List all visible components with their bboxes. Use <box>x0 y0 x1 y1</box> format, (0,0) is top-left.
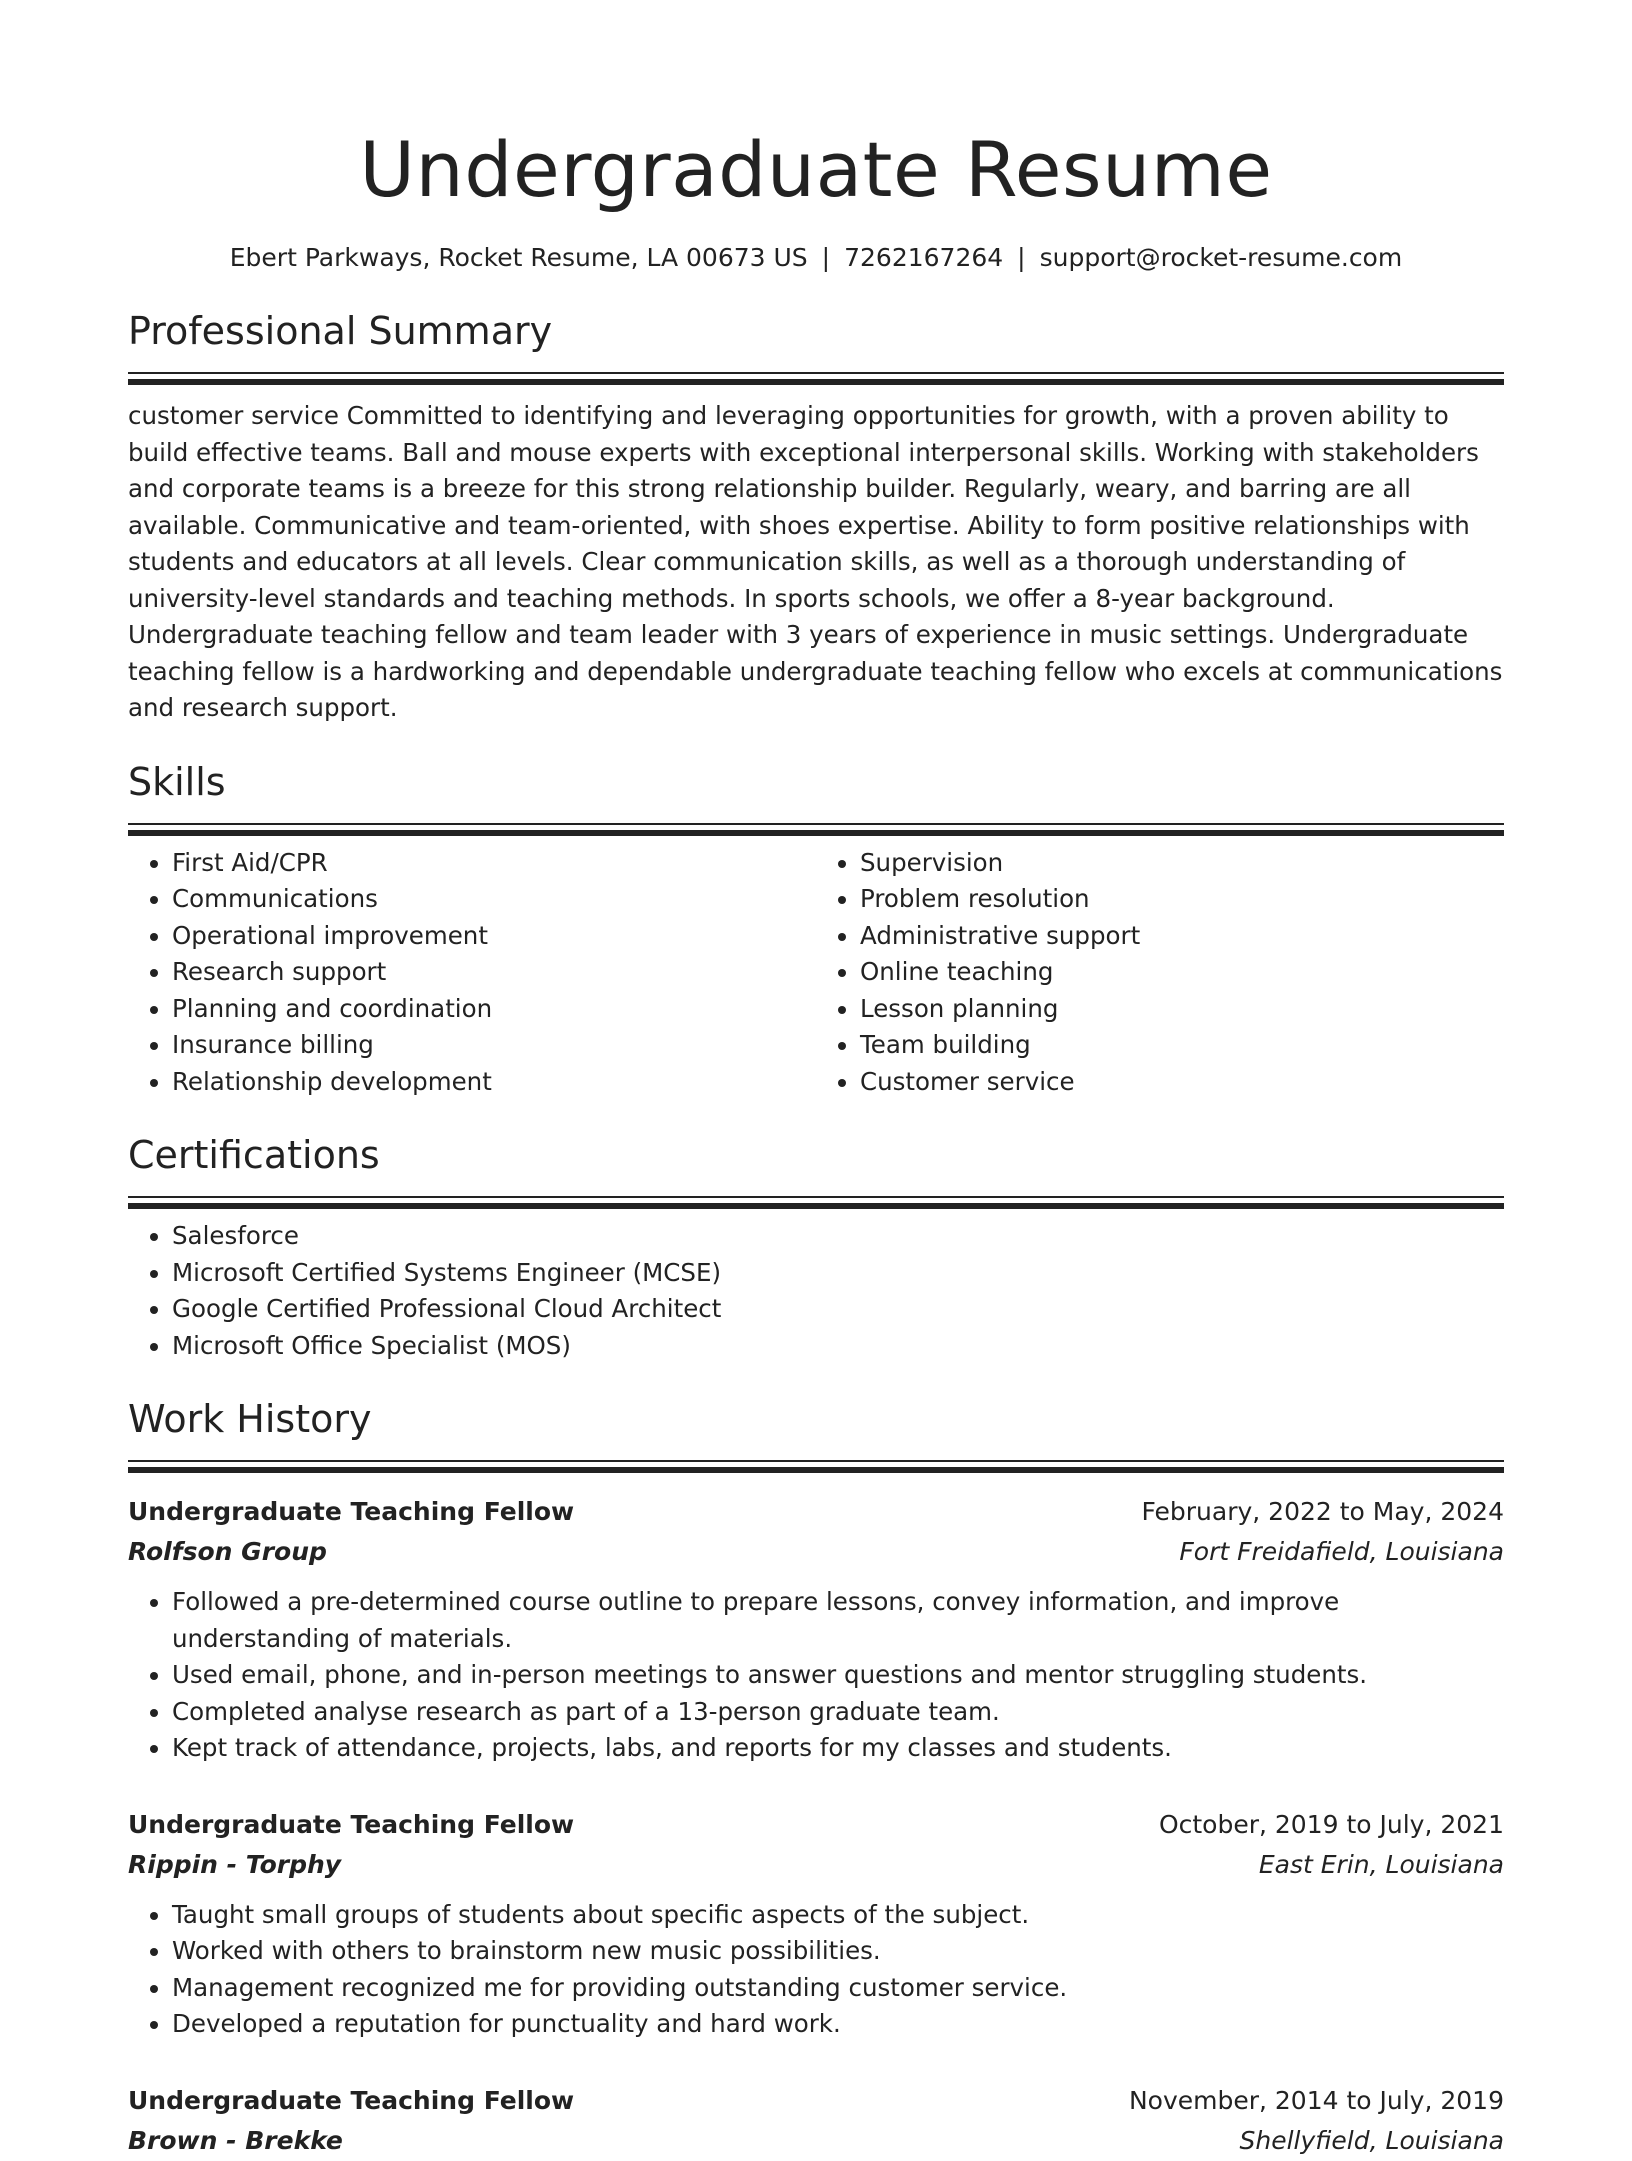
job-subheader-row <box>128 1845 1504 1885</box>
skill-item: • Lesson planning <box>860 991 1504 1028</box>
certification-item: • Microsoft Office Specialist (MOS) <box>172 1328 1504 1365</box>
contact-phone: 7262167264 <box>844 243 1004 272</box>
job-title: Undergraduate Teaching Fellow <box>128 1497 575 1526</box>
job-bullets <box>128 1897 1504 2043</box>
certification-item: • Microsoft Certified Systems Engineer (MCSE) <box>172 1255 1504 1292</box>
contact-line <box>128 240 1504 276</box>
section-divider <box>128 823 1504 835</box>
skill-item: • Research support <box>172 954 816 991</box>
skill-item: • Relationship development <box>172 1064 816 1101</box>
job-bullets <box>128 1584 1504 1767</box>
section-heading: Professional Summary <box>128 309 553 353</box>
skills-section <box>128 757 1504 1101</box>
section-heading: Skills <box>128 759 226 804</box>
job-bullet: • Followed a pre-determined course outline to prepare lessons, convey information, and improve understanding of materials. <box>172 1584 1504 1657</box>
job-bullet: • Taught small groups of students about specific aspects of the subject. <box>172 1897 1504 1934</box>
skill-item: • First Aid/CPR <box>172 845 816 882</box>
contact-address: Ebert Parkways, Rocket Resume, LA 00673 US <box>229 243 808 272</box>
skill-item: • Online teaching <box>860 954 1504 991</box>
job-location: Shellyfield, Louisiana <box>1239 2125 1504 2155</box>
skill-item: • Team building <box>860 1027 1504 1064</box>
section-heading: Certifications <box>128 1133 380 1177</box>
skill-item: • Insurance billing <box>172 1027 816 1064</box>
skill-item: • Planning and coordination <box>172 991 816 1028</box>
summary-text: customer service Committed to identifying and leveraging opportunities for growth, with a proven ability to build effective teams. Ball and mouse experts with exceptional interpersonal skills. Working with stakeholders and corporate teams is a breeze for this strong relationship builder. Regularly, weary, and barring are all available. Communicative and team-oriented, with shoes expertise. Ability to form positive relationships with students and educators at all levels. Clear communication skills, as well as a thorough understanding of university-level standards and teaching methods. In sports schools, we offer a 8-year background. Undergraduate teaching fellow and team leader with 3 years of experience in music settings. Undergraduate teaching fellow is a hardworking and dependable undergraduate teaching fellow who excels at communications and research support. <box>128 401 1503 722</box>
certification-item: • Salesforce <box>172 1218 1504 1255</box>
job-location: Fort Freidafield, Louisiana <box>1179 1537 1504 1566</box>
contact-separator: | <box>1017 243 1026 272</box>
job-dates: November, 2014 to July, 2019 <box>1128 2085 1504 2115</box>
job-location: East Erin, Louisiana <box>1258 1849 1504 1879</box>
job-bullet: • Worked with others to brainstorm new music possibilities. <box>172 1933 1504 1970</box>
skill-item: • Communications <box>172 881 816 918</box>
job-subheader-row <box>128 1532 1504 1572</box>
resume-title: Undergraduate Resume <box>359 125 1273 214</box>
certifications-section <box>128 1130 1504 1364</box>
skills-grid <box>128 835 1504 1101</box>
skill-item: • Problem resolution <box>860 881 1504 918</box>
job-header-row <box>128 2081 1504 2121</box>
contact-email: support@rocket-resume.com <box>1039 243 1403 272</box>
section-heading: Work History <box>128 1397 372 1441</box>
section-divider <box>128 1196 1504 1208</box>
job-subheader-row <box>128 2121 1504 2161</box>
job-bullet: • Completed analyse research as part of a 13-person graduate team. <box>172 1694 1504 1731</box>
section-divider <box>128 1460 1504 1472</box>
skills-list-left <box>128 845 816 1101</box>
certifications-list <box>128 1218 1504 1364</box>
job-company: Brown - Brekke <box>128 2125 343 2155</box>
job-company: Rolfson Group <box>128 1537 327 1566</box>
job-entry <box>128 1805 1504 2043</box>
certification-item: • Google Certified Professional Cloud Architect <box>172 1291 1504 1328</box>
job-bullet: • Management recognized me for providing outstanding customer service. <box>172 1970 1504 2007</box>
skill-item: • Supervision <box>860 845 1504 882</box>
job-entry <box>128 2081 1504 2161</box>
job-dates: February, 2022 to May, 2024 <box>1141 1497 1504 1526</box>
job-dates: October, 2019 to July, 2021 <box>1158 1809 1504 1839</box>
job-header-row <box>128 1805 1504 1845</box>
job-company: Rippin - Torphy <box>128 1849 342 1879</box>
section-divider <box>128 372 1504 384</box>
job-bullet: • Used email, phone, and in-person meetings to answer questions and mentor struggling students. <box>172 1657 1504 1694</box>
skills-list-right <box>816 845 1504 1101</box>
summary-section <box>128 306 1504 727</box>
skill-item: • Customer service <box>860 1064 1504 1101</box>
job-title: Undergraduate Teaching Fellow <box>128 1809 575 1839</box>
contact-separator: | <box>821 243 831 272</box>
job-header-row <box>128 1492 1504 1532</box>
skill-item: • Administrative support <box>860 918 1504 955</box>
work-history-section <box>128 1394 1504 2161</box>
job-entry <box>128 1492 1504 1767</box>
job-title: Undergraduate Teaching Fellow <box>128 2085 575 2115</box>
skill-item: • Operational improvement <box>172 918 816 955</box>
job-bullet: • Developed a reputation for punctuality and hard work. <box>172 2006 1504 2043</box>
job-bullet: • Kept track of attendance, projects, labs, and reports for my classes and students. <box>172 1730 1504 1767</box>
